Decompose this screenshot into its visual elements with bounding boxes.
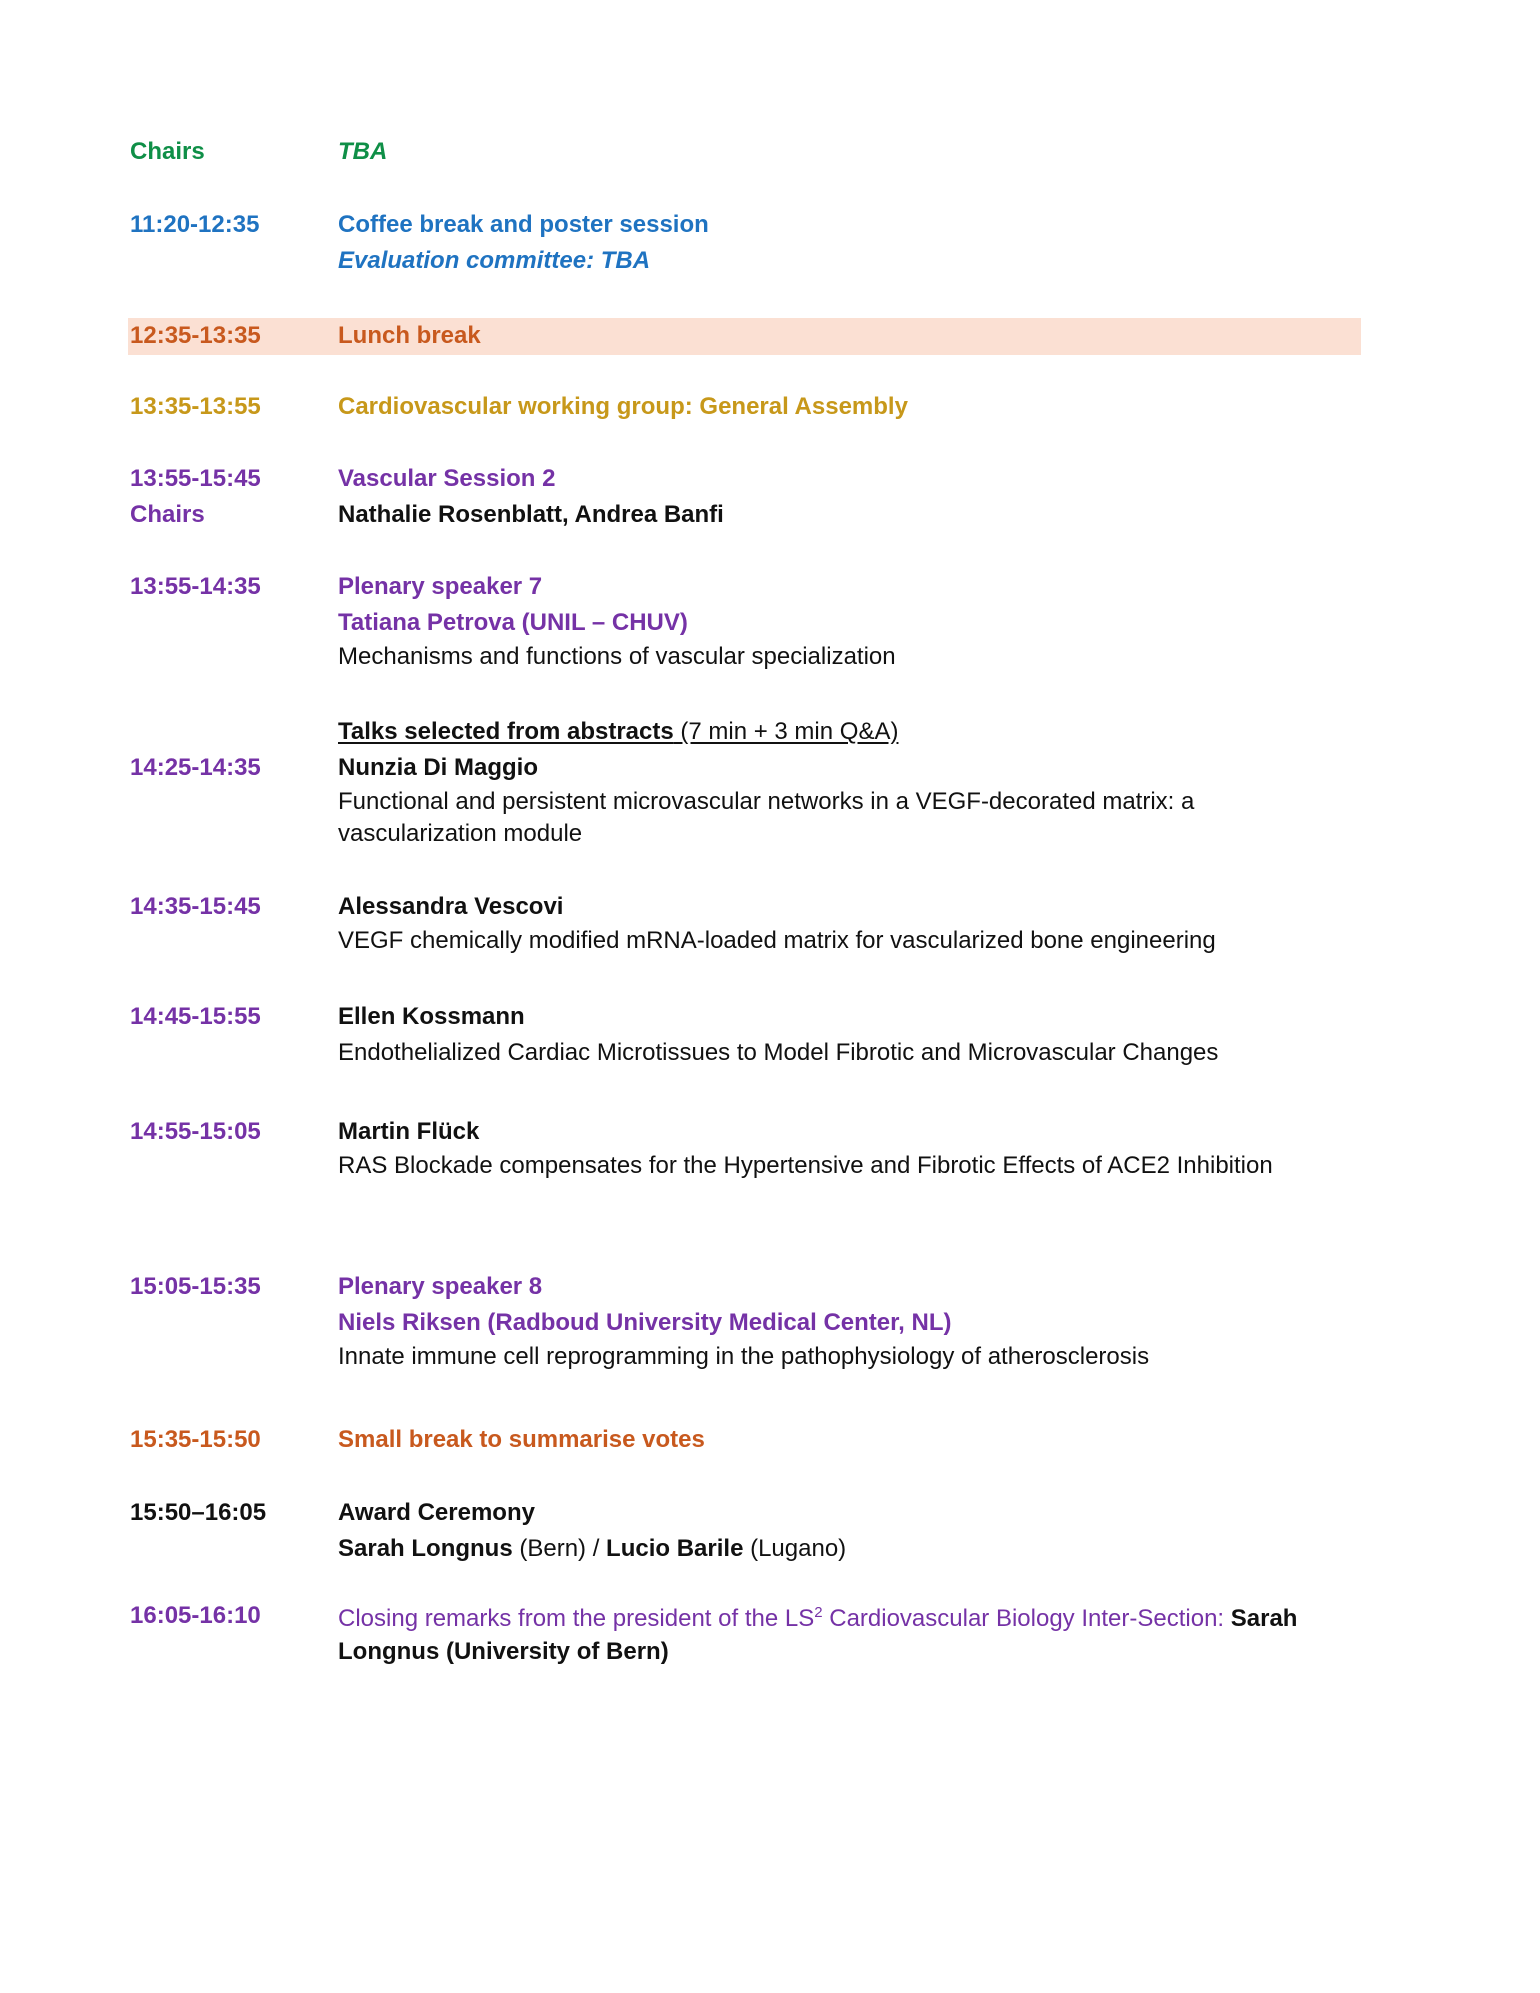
talk-speaker: Nunzia Di Maggio	[338, 754, 538, 781]
talk-time: 14:25-14:35	[130, 754, 261, 781]
small-break-title: Small break to summarise votes	[338, 1426, 705, 1453]
talk-time: 14:55-15:05	[130, 1118, 261, 1145]
closing-superscript: 2	[814, 1604, 823, 1621]
talk-title-line: Functional and persistent microvascular networks in a VEGF-decorated matrix: a	[338, 788, 1195, 815]
plenary8-speaker: Niels Riksen (Radboud University Medical Center, NL)	[338, 1309, 952, 1336]
vascular-chairs-label: Chairs	[130, 501, 205, 528]
vascular-title: Vascular Session 2	[338, 465, 556, 492]
talk-title: RAS Blockade compensates for the Hypertensive and Fibrotic Effects of ACE2 Inhibition	[338, 1152, 1273, 1179]
talk-title: VEGF chemically modified mRNA-loaded matrix for vascularized bone engineering	[338, 927, 1216, 954]
plenary7-time: 13:55-14:35	[130, 573, 261, 600]
award-time: 15:50–16:05	[130, 1499, 267, 1526]
talks-header-bold: Talks selected from abstracts	[338, 718, 674, 745]
closing-name: Longnus (University of Bern)	[338, 1638, 669, 1665]
lunch-title: Lunch break	[338, 322, 481, 349]
small-break-time: 15:35-15:50	[130, 1426, 261, 1453]
talk-time: 14:35-15:45	[130, 893, 261, 920]
talk-time: 14:45-15:55	[130, 1003, 261, 1030]
plenary7-speaker: Tatiana Petrova (UNIL – CHUV)	[338, 609, 688, 636]
plenary8-abstract: Innate immune cell reprogramming in the pathophysiology of atherosclerosis	[338, 1343, 1150, 1370]
chairs-label: Chairs	[130, 138, 205, 165]
award-place: (Bern) /	[512, 1535, 607, 1562]
talk-speaker: Martin Flück	[338, 1118, 480, 1145]
lunch-time: 12:35-13:35	[130, 322, 261, 349]
award-person: Sarah Longnus	[338, 1535, 513, 1562]
closing-text: Closing remarks from the president of the LS	[338, 1605, 815, 1632]
vascular-time: 13:55-15:45	[130, 465, 261, 492]
award-person: Lucio Barile	[606, 1535, 744, 1562]
plenary7-title: Plenary speaker 7	[338, 573, 543, 600]
coffee-title: Coffee break and poster session	[338, 211, 709, 238]
award-place: (Lugano)	[743, 1535, 847, 1562]
plenary7-abstract: Mechanisms and functions of vascular specialization	[338, 643, 896, 670]
closing-time: 16:05-16:10	[130, 1602, 261, 1629]
assembly-title: Cardiovascular working group: General Assembly	[338, 393, 908, 420]
coffee-time: 11:20-12:35	[130, 211, 260, 238]
plenary8-title: Plenary speaker 8	[338, 1273, 543, 1300]
talks-header-rest: (7 min + 3 min Q&A)	[673, 718, 899, 745]
vascular-chairs: Nathalie Rosenblatt, Andrea Banfi	[338, 501, 724, 528]
closing-name: Sarah	[1230, 1605, 1298, 1632]
plenary8-time: 15:05-15:35	[130, 1273, 261, 1300]
talk-title: Endothelialized Cardiac Microtissues to Model Fibrotic and Microvascular Changes	[338, 1039, 1219, 1066]
chairs-value: TBA	[338, 138, 388, 165]
award-title: Award Ceremony	[338, 1499, 535, 1526]
coffee-subtitle: Evaluation committee: TBA	[338, 247, 651, 274]
closing-text: Cardiovascular Biology Inter-Section:	[822, 1605, 1231, 1632]
talk-speaker: Ellen Kossmann	[338, 1003, 525, 1030]
talk-speaker: Alessandra Vescovi	[338, 893, 564, 920]
talk-title-line: vascularization module	[338, 820, 583, 847]
assembly-time: 13:35-13:55	[130, 393, 261, 420]
